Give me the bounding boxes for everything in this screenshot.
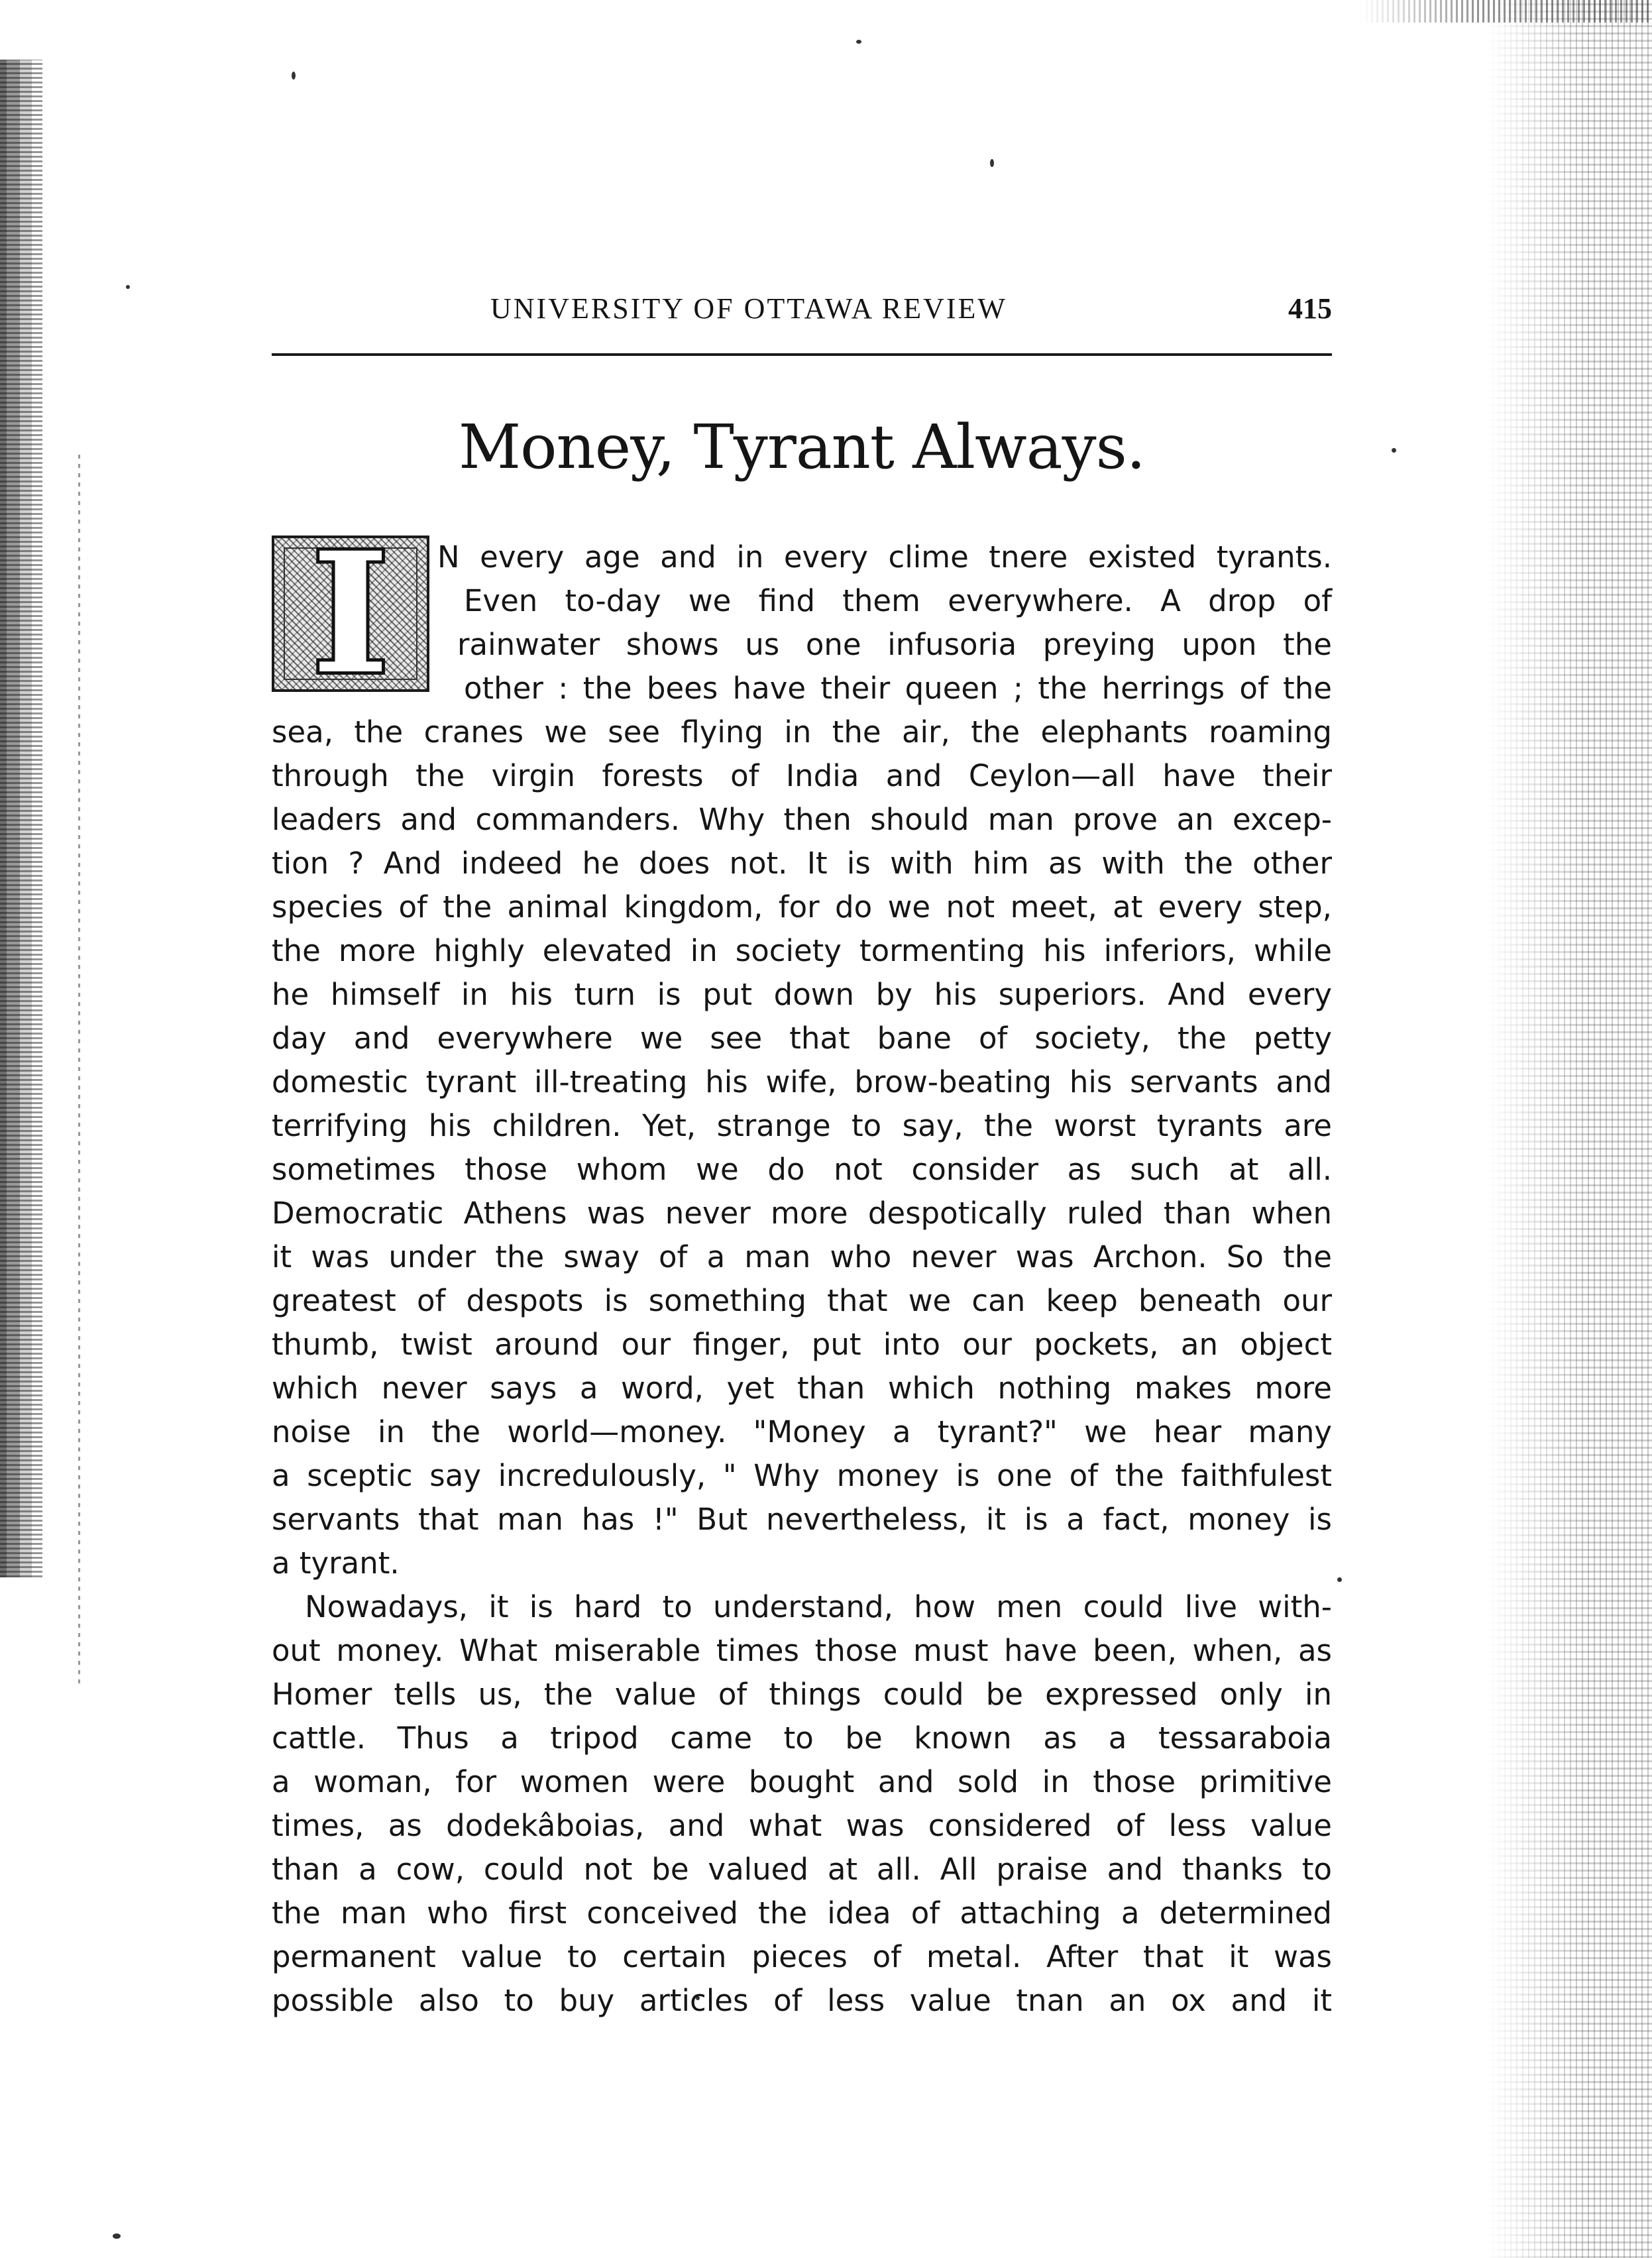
text-line: thumb, twist around our finger, put into our pockets, an object	[272, 1327, 1332, 1362]
scan-right-edge-noise	[1486, 0, 1652, 2258]
text-line: a sceptic say incredulously, " Why money is one of the faithfulest	[272, 1458, 1332, 1493]
text-line: a woman, for women were bought and sold in those primitive	[272, 1764, 1332, 1799]
text-line: possible also to buy articles of less value tnan an ox and it	[272, 1983, 1332, 2018]
text-line: rainwater shows us one infusoria preying upon the	[457, 627, 1332, 662]
text-line: tion ? And indeed he does not. It is with him as with the other	[272, 846, 1332, 881]
text-line: N every age and in every clime tnere existed tyrants.	[437, 539, 1332, 575]
scan-speck	[1337, 1577, 1342, 1582]
scan-top-edge-noise	[1360, 0, 1652, 23]
text-line: Homer tells us, the value of things could be expressed only in	[272, 1677, 1332, 1712]
text-line: other : the bees have their queen ; the herrings of the	[464, 671, 1332, 706]
text-line: sometimes those whom we do not consider as such at all.	[272, 1152, 1332, 1187]
scan-binding-line	[78, 451, 80, 1683]
scan-speck	[856, 40, 861, 44]
text-line: times, as dodekâboias, and what was considered of less value	[272, 1808, 1332, 1843]
article-title: Money, Tyrant Always.	[458, 412, 1146, 482]
header-rule	[272, 353, 1332, 356]
running-header	[272, 292, 1332, 338]
text-line: Democratic Athens was never more despotically ruled than when	[272, 1196, 1332, 1231]
text-line: he himself in his turn is put down by his superiors. And every	[272, 977, 1332, 1012]
text-line: cattle. Thus a tripod came to be known as a tessaraboia	[272, 1721, 1332, 1756]
text-line: permanent value to certain pieces of metal. After that it was	[272, 1939, 1332, 1974]
text-line: species of the animal kingdom, for do we not meet, at every step,	[272, 889, 1332, 925]
text-line: sea, the cranes we see flying in the air, the elephants roaming	[272, 714, 1332, 750]
scan-speck	[126, 285, 130, 289]
text-line: a tyrant.	[272, 1546, 400, 1581]
scan-binding-shadow	[0, 60, 42, 1577]
text-line: it was under the sway of a man who never was Archon. So the	[272, 1239, 1332, 1274]
text-line: domestic tyrant ill-treating his wife, brow-beating his servants and	[272, 1064, 1332, 1100]
drop-cap-letter: I	[311, 516, 390, 710]
text-line: day and everywhere we see that bane of society, the petty	[272, 1021, 1332, 1056]
scan-speck	[990, 159, 994, 167]
text-line: through the virgin forests of India and Ceylon—all have their	[272, 758, 1332, 793]
page-number: 415	[1288, 292, 1332, 325]
text-line: noise in the world—money. "Money a tyrant?" we hear many	[272, 1414, 1332, 1449]
text-line: greatest of despots is something that we can keep beneath our	[272, 1283, 1332, 1318]
text-line: than a cow, could not be valued at all. All praise and thanks to	[272, 1852, 1332, 1887]
scan-speck	[292, 72, 296, 80]
text-line: the man who first conceived the idea of attaching a determined	[272, 1895, 1332, 1931]
text-line: Nowadays, it is hard to understand, how men could live with-	[305, 1589, 1332, 1624]
scan-speck	[113, 2233, 121, 2239]
text-line: terrifying his children. Yet, strange to say, the worst tyrants are	[272, 1108, 1332, 1143]
text-line: out money. What miserable times those must have been, when, as	[272, 1633, 1332, 1668]
text-line: the more highly elevated in society tormenting his inferiors, while	[272, 933, 1332, 968]
running-title: UNIVERSITY OF OTTAWA REVIEW	[490, 292, 1007, 325]
text-line: Even to-day we find them everywhere. A drop of	[464, 583, 1332, 618]
text-line: servants that man has !" But nevertheless, it is a fact, money is	[272, 1502, 1332, 1537]
scan-speck	[1392, 448, 1396, 453]
drop-cap	[272, 516, 429, 710]
text-line: which never says a word, yet than which nothing makes more	[272, 1371, 1332, 1406]
text-line: leaders and commanders. Why then should man prove an excep-	[272, 802, 1332, 837]
